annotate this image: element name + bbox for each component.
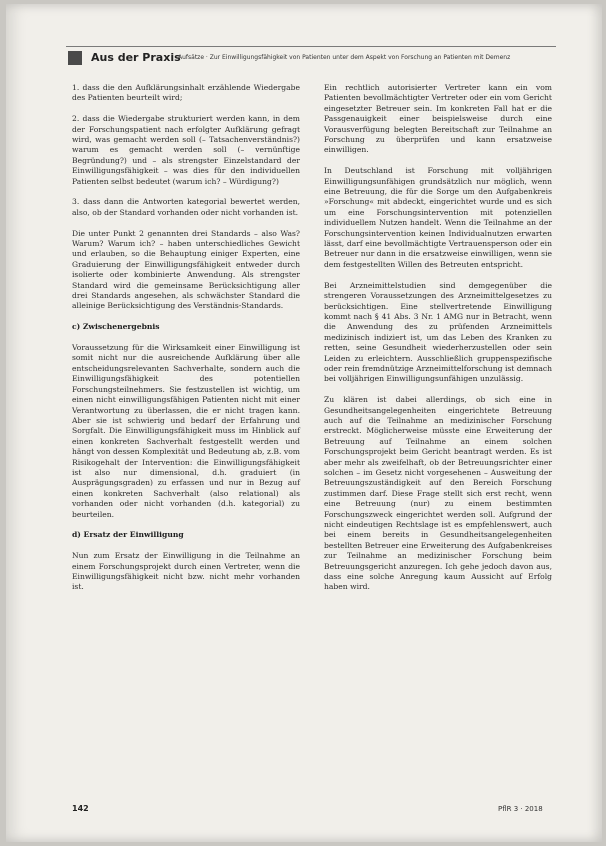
page-number: 142 [72, 804, 89, 813]
paragraph: 1. dass die den Aufklärungsinhalt erzählende Wiedergabe des Patienten beurteilt wird; [72, 83, 300, 103]
paragraph: Die unter Punkt 2 genannten drei Standards – also Was? Warum? Warum ich? – haben unterschiedliches Gewicht und erlauben, so die Behauptung einiger Experten, eine Graduierung der Einwilligungsfähigkeit entweder durch isolierte oder kombinierte Anwendung. Als strengster Standard wird die gemeinsame Berücksichtigung aller drei Standards angesehen, als schwächster Standard die alleinige Berücksichtigung des Verständnis-Standards. [72, 228, 300, 311]
paragraph: 2. dass die Wiedergabe strukturiert werden kann, in dem der Forschungspatient nach erfolgter Aufklärung gefragt wird, was gemacht werden soll (– Tatsachenverständnis?) warum es gemacht werden soll (– vernünftige Begründung?) und – als strengster Einzelstandard der Einwilligungsfähigkeit – was dies für den individuellen Patienten selbst bedeutet (warum ich? – Würdigung?) [72, 114, 300, 186]
running-header [66, 46, 556, 64]
paragraph: 3. dass dann die Antworten kategorial bewertet werden, also, ob der Standard vorhanden oder nicht vorhanden ist. [72, 197, 300, 217]
subheading-zwischenergebnis: c) Zwischenergebnis [72, 322, 160, 332]
left-column [72, 83, 300, 603]
paragraph: Zu klären ist dabei allerdings, ob sich eine in Gesundheitsangelegenheiten eingerichtete Betreuung auch auf die Teilnahme an medizinischer Forschung erstreckt. Möglicherweise müsste eine Erweiterung der Betreuung auf Teilnahme an einem solchen Forschungsprojekt beim Gericht beantragt werden. Es ist aber mehr als zweifelhaft, ob der Betreuungsrichter einer solchen – im Gesetz nicht vorgesehenen – Ausweitung der Betreuungszuständigkeit auf den Bereich Forschung zustimmen darf. Diese Frage stellt sich erst recht, wenn eine Betreuung (nur) zu einem bestimmten Forschungszweck eingerichtet werden soll. Aufgrund der nicht eindeutigen Rechtslage ist es empfehlenswert, auch bei einem bereits in Gesundheitsangelegenheiten bestellten Betreuer eine Erweiterung des Aufgabenkreises zur Teilnahme an medizinischer Forschung beim Betreuungsgericht anzuregen. Ich gehe jedoch davon aus, dass eine solche Anregung kaum Aussicht auf Erfolg haben wird. [324, 395, 552, 592]
paragraph: Bei Arzneimittelstudien sind demgegenüber die strengeren Voraussetzungen des Arzneimittelgesetzes zu berücksichtigen. Eine stellvertretende Einwilligung kommt nach § 41 Abs. 3 Nr. 1 AMG nur in Betracht, wenn die Anwendung des zu prüfenden Arzneimittels medizinisch indiziert ist, um das Leben des Kranken zu retten, seine Gesundheit wiederherzustellen oder sein Leiden zu erleichtern. Ausschließlich gruppenspezifische oder rein fremdnützige Arzneimittelforschung ist demnach bei volljährigen Einwilligungsunfähigen unzulässig. [324, 280, 552, 384]
right-column [324, 83, 552, 603]
paragraph: Ein rechtlich autorisierter Vertreter kann ein vom Patienten bevollmächtigter Vertreter oder ein vom Gericht eingesetzter Betreuer sein. Im konkreten Fall hat er die Passgenauigkeit einer beispielsweise durch eine Vorausverfügung belegten Bereitschaft zur Teilnahme an Forschung zu überprüfen und kann ersatzweise einwilligen. [324, 83, 552, 155]
paragraph: In Deutschland ist Forschung mit volljährigen Einwilligungsunfähigen grundsätzlich nur möglich, wenn eine Betreuung, die für die Sorge um den Aufgabenkreis »Forschung« mit abdeckt, eingerichtet wurde und es sich um eine Forschungsintervention mit potenziellen individuellem Nutzen handelt. Wenn die Teilnahme an der Forschungsintervention keinen Individualnutzen erwarten lässt, darf eine bevollmächtigte Vertrauensperson oder ein Betreuer nur dann in die ersatzweise einwilligen, wenn sie dem festgestellten Willen des Betreuten entspricht. [324, 166, 552, 269]
document-page [6, 4, 602, 842]
section-marker-square [68, 51, 82, 65]
paragraph: Voraussetzung für die Wirksamkeit einer Einwilligung ist somit nicht nur die ausreichende Aufklärung über alle entscheidungsrelevanten Sachverhalte, sondern auch die Einwilligungsfähigkeit des potentiellen Forschungsteilnehmers. Sie festzustellen ist wichtig, um einen nicht einwilligungsfähigen Patienten nicht mit einer Verantwortung zu überlassen, die er nicht tragen kann. Aber sie ist schwierig und bedarf der Erfahrung und Sorgfalt. Die Einwilligungsfähigkeit muss im Hinblick auf einen konkreten Sachverhalt festgestellt werden und hängt von dessen Komplexität und Bedeutung ab, z.B. vom Risikogehalt der Intervention: die Einwilligungsfähigkeit ist also nur dimensional, d.h. graduiert (in Ausprägungsgraden) zu erfassen und nur in Bezug auf einen konkreten Sachverhalt (also relational) als vorhanden oder nicht vorhanden (d.h. kategorial) zu beurteilen. [72, 343, 300, 519]
subheading-ersatz: d) Ersatz der Einwilligung [72, 530, 184, 540]
journal-issue: PflR 3 · 2018 [498, 805, 543, 813]
section-title: Aus der Praxis [91, 51, 181, 64]
paragraph: Nun zum Ersatz der Einwilligung in die Teilnahme an einem Forschungsprojekt durch einen Vertreter, wenn die Einwilligungsfähigkeit nicht bzw. nicht mehr vorhanden ist. [72, 551, 300, 592]
header-topic: Aufsätze · Zur Einwilligungsfähigkeit von Patienten unter dem Aspekt von Forschung an Patienten mit Demenz [178, 54, 511, 61]
